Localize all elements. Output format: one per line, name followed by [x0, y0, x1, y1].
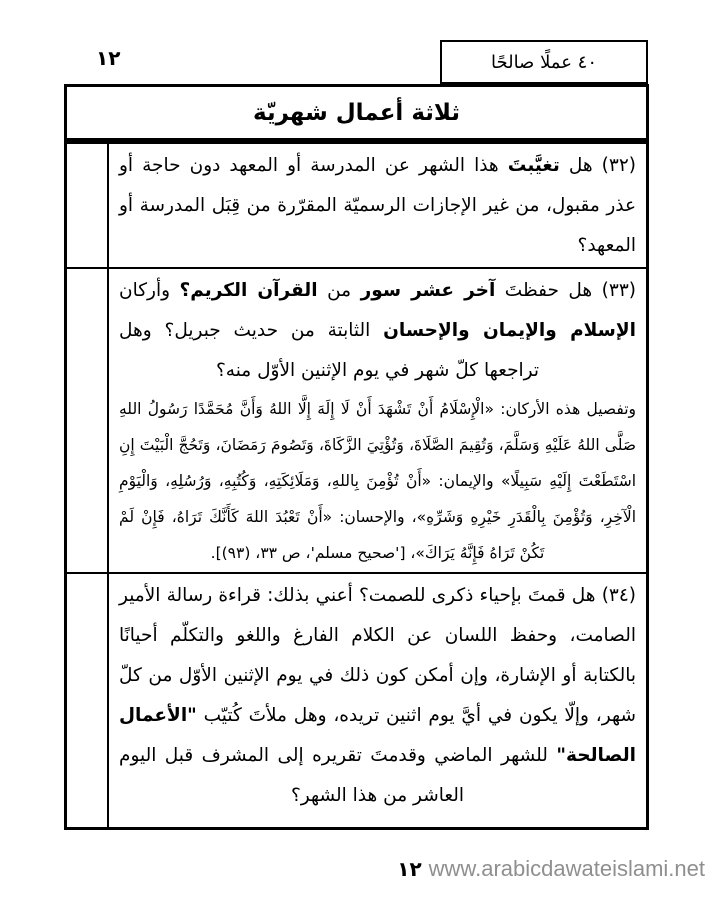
footer-page-number: ١٢ — [397, 857, 422, 881]
section-title: ثلاثة أعمال شهريّة — [253, 99, 460, 126]
question-cell-34 — [109, 574, 646, 827]
checklist-row-34 — [67, 572, 646, 827]
question-32-bold: تغيَّبتَ — [507, 155, 560, 176]
checkbox-cell-32 — [67, 144, 109, 267]
question-33-bold: القرآن الكريم؟ — [179, 280, 318, 301]
question-33-part: من — [317, 280, 361, 301]
question-33-part: الثابتة من حديث جبريل؟ وهل تراجعها كلّ شهر في يوم الإثنين الأوّل منه؟ — [119, 320, 540, 381]
question-34-bold: "الأعمال الصالحة" — [119, 705, 636, 766]
checklist-row-32 — [67, 144, 646, 267]
question-text-34 — [119, 576, 636, 816]
question-32-part: هذا الشهر عن المدرسة أو المعهد دون حاجة أو عذر مقبول، من غير الإجازات الرسميّة المقرّرة من قِبَل المدرسة أو المعهد؟ — [119, 155, 636, 256]
question-33-bold: آخر عشر سور — [360, 280, 496, 301]
page-footer — [397, 856, 705, 882]
page-number-top: ١٢ — [96, 46, 121, 70]
footer-website: www.arabicdawateislami.net — [428, 856, 705, 881]
checkbox-cell-33 — [67, 269, 109, 572]
checklist-row-33 — [67, 267, 646, 572]
checkbox-cell-34 — [67, 574, 109, 827]
question-cell-33 — [109, 269, 646, 572]
question-text-33 — [119, 271, 636, 391]
question-33-part: (٣٣) هل حفظتَ — [495, 280, 636, 301]
question-32-part: (٣٢) هل — [559, 155, 636, 176]
book-title-badge-label: ٤٠ عملًا صالحًا — [490, 51, 598, 73]
checklist-table — [64, 141, 649, 830]
question-34-part: (٣٤) هل قمتَ بإحياء ذكرى للصمت؟ أعني بذلك: قراءة رسالة الأمير الصامت، وحفظ اللسان عن الكلام الفارغ واللغو والتكلّم أحيانًا بالكتابة أو الإشارة، وإن أمكن كون ذلك في يوم الإثنين الأوّل من كلّ شهر، وإلّا يكون في أيَّ يوم اثنين تريده، وهل ملأتَ كُتيّب — [119, 585, 636, 726]
question-34-part: للشهر الماضي وقدمتَ تقريره إلى المشرف قبل اليوم العاشر من هذا الشهر؟ — [119, 745, 557, 806]
section-title-box — [64, 84, 649, 141]
question-33-bold: الإسلام والإيمان والإحسان — [383, 320, 636, 341]
question-text-32 — [119, 146, 636, 266]
book-title-badge — [440, 40, 648, 84]
question-33-part: وأركان — [119, 280, 180, 301]
hadith-text-33: وتفصيل هذه الأركان: «الْإِسْلَامُ أَنْ تَشْهَدَ أَنْ لَا إِلَهَ إِلَّا اللهُ وَأَنَّ مُحَمَّدًا رَسُولُ اللهِ صَلَّى اللهُ عَلَيْهِ وَسَلَّمَ، وَتُقِيمَ الصَّلَاةَ، وَتُؤْتِيَ الزَّكَاةَ، وَتَصُومَ رَمَضَانَ، وَتَحُجَّ الْبَيْتَ إِنِ اسْتَطَعْتَ إِلَيْهِ سَبِيلًا» والإيمان: «أَنْ تُؤْمِنَ بِاللهِ، وَمَلَائِكَتِهِ، وَكُتُبِهِ، وَرُسُلِهِ، وَالْيَوْمِ الْآخِرِ، وَتُؤْمِنَ بِالْقَدَرِ خَيْرِهِ وَشَرِّهِ»، والإحسان: «أَنْ تَعْبُدَ اللهَ كَأَنَّكَ تَرَاهُ، فَإِنْ لَمْ تَكُنْ تَرَاهُ فَإِنَّهُ يَرَاكَ»، ['صحيح مسلم'، ص ٣٣، (٩٣)]. — [119, 400, 636, 562]
question-cell-32 — [109, 144, 646, 267]
